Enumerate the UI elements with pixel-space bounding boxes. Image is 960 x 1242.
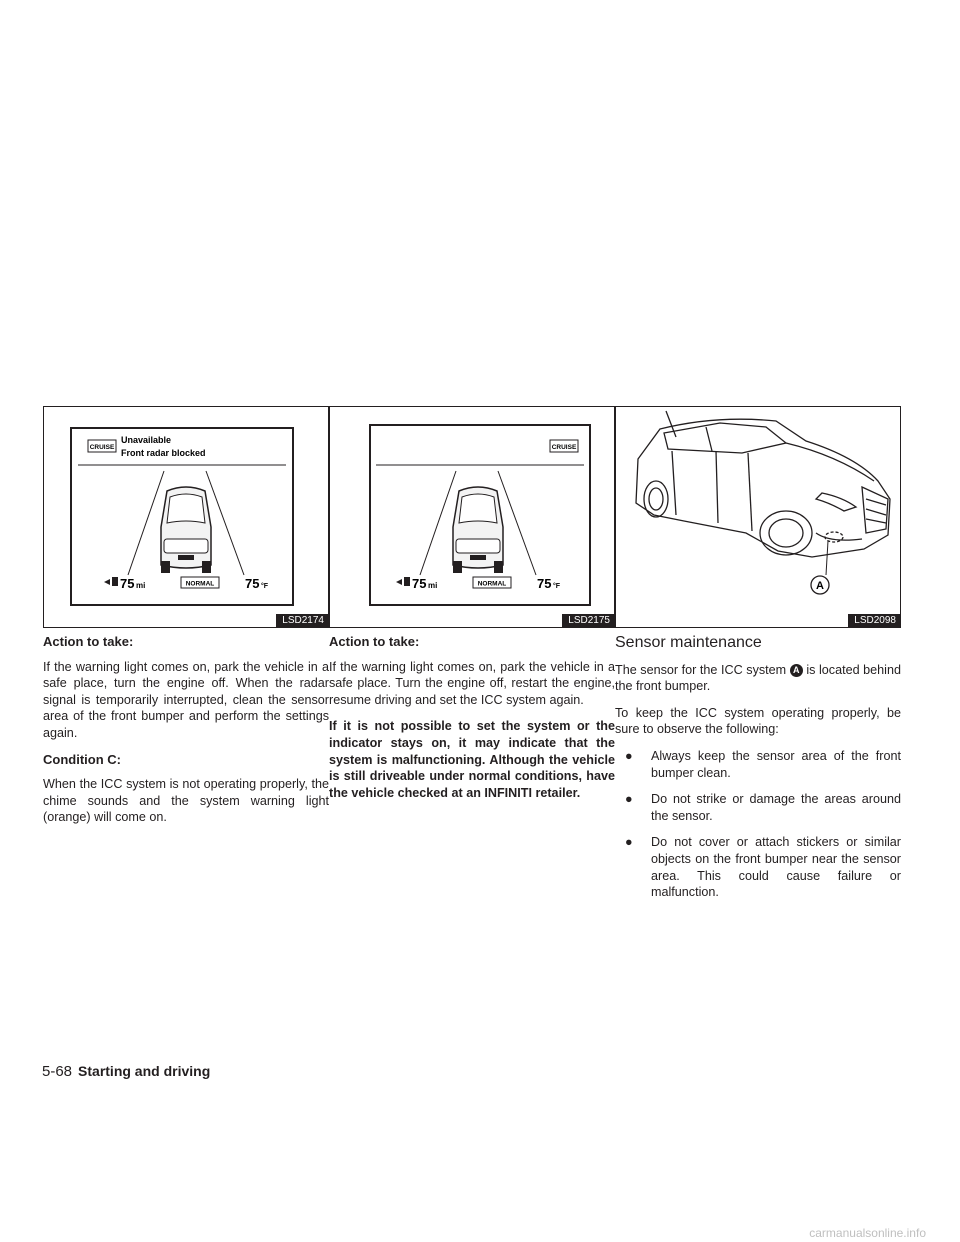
list-item: ● Do not cover or attach stickers or similar objects on the front bumper near the sensor area. This could cause failure or malfunction. [625, 835, 901, 900]
section-title: Sensor maintenance [615, 634, 762, 651]
page-number: 5-68 [42, 1063, 73, 1080]
warning-paragraph: If it is not possible to set the system or the indicator stays on, it may indicate that the system is malfunctioning. Although the vehicle is still driveable under normal conditions, have the vehicle checked at an INFINITI retailer. [329, 719, 615, 800]
drive-mode: NORMAL [477, 580, 507, 588]
paragraph: If the warning light comes on, park the vehicle in a safe place, turn the engine off. When the radar signal is temporarily interrupted, clean the sensor area of the front bumper and perform the settings again. [43, 659, 329, 740]
vehicle-illustration [616, 407, 901, 628]
bullet-icon: ● [625, 792, 633, 807]
range-unit: mi [136, 581, 146, 590]
figure-code: LSD2175 [562, 614, 614, 627]
list-item: ● Do not strike or damage the areas around the sensor. [625, 792, 901, 823]
drive-mode: NORMAL [185, 580, 215, 588]
bullet-icon: ● [625, 835, 633, 850]
column-3 [615, 634, 901, 911]
text: The sensor for the ICC system [615, 662, 787, 677]
list-item: ● Always keep the sensor area of the front bumper clean. [625, 748, 901, 780]
page-footer [42, 1062, 210, 1081]
range-value: 75 [412, 576, 427, 591]
display-illustration [44, 407, 329, 628]
paragraph: When the ICC system is not operating properly, the chime sounds and the system warning light (orange) will come on. [43, 777, 329, 825]
vehicle-rear-icon [453, 487, 503, 573]
section-name: Starting and driving [78, 1063, 211, 1079]
figure-cruise-display [329, 406, 615, 628]
range-unit: mi [428, 581, 438, 590]
figure-code: LSD2174 [276, 614, 328, 627]
heading-action-to-take: Action to take: [43, 634, 134, 649]
temp-unit: °F [261, 583, 269, 590]
cruise-badge: CRUISE [551, 444, 577, 451]
heading-condition-c: Condition C: [43, 751, 121, 767]
callout-a-icon: A [790, 664, 803, 677]
text: is located behind the front bumper. [615, 662, 901, 694]
suv-front-icon [636, 411, 890, 557]
cruise-badge: CRUISE [89, 444, 115, 451]
range-value: 75 [120, 576, 135, 591]
message-line1: Unavailable [121, 435, 172, 445]
figure-code: LSD2098 [848, 614, 900, 627]
column-1 [43, 634, 329, 836]
heading-action-to-take: Action to take: [329, 634, 420, 649]
temp-value: 75 [537, 576, 552, 591]
display-illustration [330, 407, 615, 628]
paragraph-sensor-location [615, 662, 901, 695]
temp-unit: °F [553, 583, 561, 590]
message-line2: Front radar blocked [121, 448, 206, 458]
watermark: carmanualsonline.info [809, 1226, 926, 1240]
figure-sensor-location [615, 406, 901, 628]
column-2 [329, 634, 615, 811]
bullet-icon: ● [625, 748, 633, 763]
callout-a-label: A [816, 580, 824, 592]
temp-value: 75 [245, 576, 260, 591]
figure-radar-blocked [43, 406, 329, 628]
bullet-list [615, 748, 901, 901]
paragraph: To keep the ICC system operating properly, be sure to observe the following: [615, 705, 901, 737]
paragraph: If the warning light comes on, park the vehicle in a safe place. Turn the engine off, restart the engine, resume driving and set the ICC system again. [329, 659, 615, 707]
vehicle-rear-icon [161, 487, 211, 573]
